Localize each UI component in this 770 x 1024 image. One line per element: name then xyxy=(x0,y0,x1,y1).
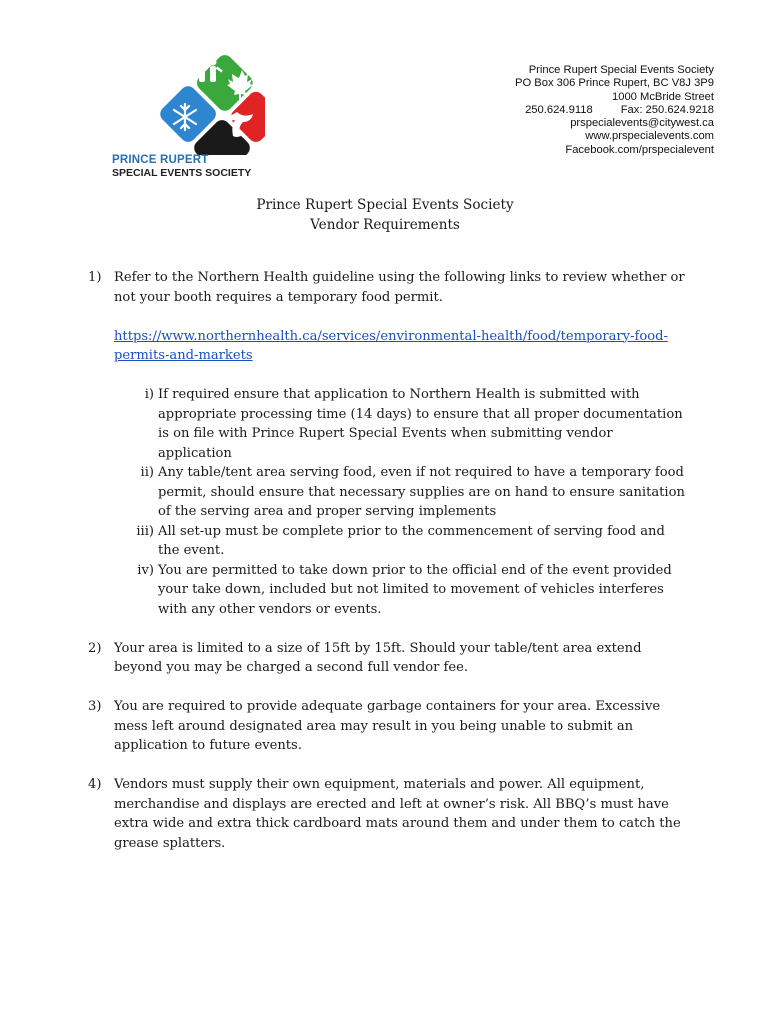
document-title xyxy=(0,196,770,235)
contact-email[interactable]: prspecialevents@citywest.ca xyxy=(570,117,714,130)
requirement-item xyxy=(88,268,688,619)
sub-item-text: If required ensure that application to Northern Health is submitted with appropriate processing time (14 days) to ensure that all proper documentation is on file with Prince Rupert Special Events when submitting vendor application xyxy=(158,387,683,461)
item-number: 3) xyxy=(88,699,102,714)
sub-item xyxy=(114,463,688,522)
sub-item xyxy=(114,522,688,561)
northern-health-link[interactable]: https://www.northernhealth.ca/services/environmental-health/food/temporary-food-permits-and-markets xyxy=(114,328,668,363)
title-line-1: Prince Rupert Special Events Society xyxy=(256,197,514,213)
item-text: Vendors must supply their own equipment, materials and power. All equipment, merchandise and displays are erected and left at owner’s risk. All BBQ’s must have extra wide and extra thick cardboard mats around them and under them to catch the grease splatters. xyxy=(114,777,681,851)
sub-item-text: All set-up must be complete prior to the commencement of serving food and the event. xyxy=(158,523,665,558)
sub-item-text: You are permitted to take down prior to the official end of the event provided your take down, included but not limited to movement of vehicles interferes with any other vendors or events. xyxy=(158,562,672,617)
contact-name: Prince Rupert Special Events Society xyxy=(528,64,714,76)
sub-item-number: iv) xyxy=(137,562,154,578)
requirements-list xyxy=(88,268,688,873)
sub-item-number: ii) xyxy=(140,465,154,480)
contact-fax: Fax: 250.624.9218 xyxy=(620,103,714,116)
item-number: 2) xyxy=(88,640,102,656)
contact-po-box: PO Box 306 Prince Rupert, BC V8J 3P9 xyxy=(515,77,714,90)
item-text: You are required to provide adequate garbage containers for your area. Excessive mess left around designated area may result in you being unable to submit an application to future events. xyxy=(114,699,661,753)
society-logo xyxy=(110,50,270,180)
title-line-2: Vendor Requirements xyxy=(310,216,460,233)
item-text: Your area is limited to a size of 15ft by 15ft. Should your table/tent area extend beyond you may be charged a second full vendor fee. xyxy=(114,640,642,675)
contact-street: 1000 McBride Street xyxy=(612,90,714,103)
requirement-item xyxy=(88,697,688,756)
item-text: Refer to the Northern Health guideline using the following links to review whether or not your booth requires a temporary food permit. xyxy=(114,270,685,305)
sub-item xyxy=(114,385,688,463)
contact-facebook[interactable]: Facebook.com/prspecialevent xyxy=(565,143,714,156)
contact-block xyxy=(515,64,714,157)
sub-item xyxy=(114,561,688,620)
logo-subtitle: SPECIAL EVENTS SOCIETY xyxy=(112,167,252,179)
contact-website[interactable]: www.prspecialevents.com xyxy=(585,130,714,143)
contact-phones xyxy=(515,104,714,117)
sub-item-text: Any table/tent area serving food, even if not required to have a temporary food permit, should ensure that necessary supplies are on hand to ensure sanitation of the serving area and proper serving implements xyxy=(158,465,685,519)
contact-phone: 250.624.9118 xyxy=(525,103,593,116)
item-number: 4) xyxy=(88,777,102,792)
sub-item-number: i) xyxy=(144,387,154,402)
item-number: 1) xyxy=(88,270,102,285)
logo-name: PRINCE RUPERT xyxy=(112,154,209,166)
logo-graphic xyxy=(155,50,265,155)
sub-item-number: iii) xyxy=(136,523,154,539)
requirement-item xyxy=(88,639,688,678)
requirement-item xyxy=(88,775,688,853)
